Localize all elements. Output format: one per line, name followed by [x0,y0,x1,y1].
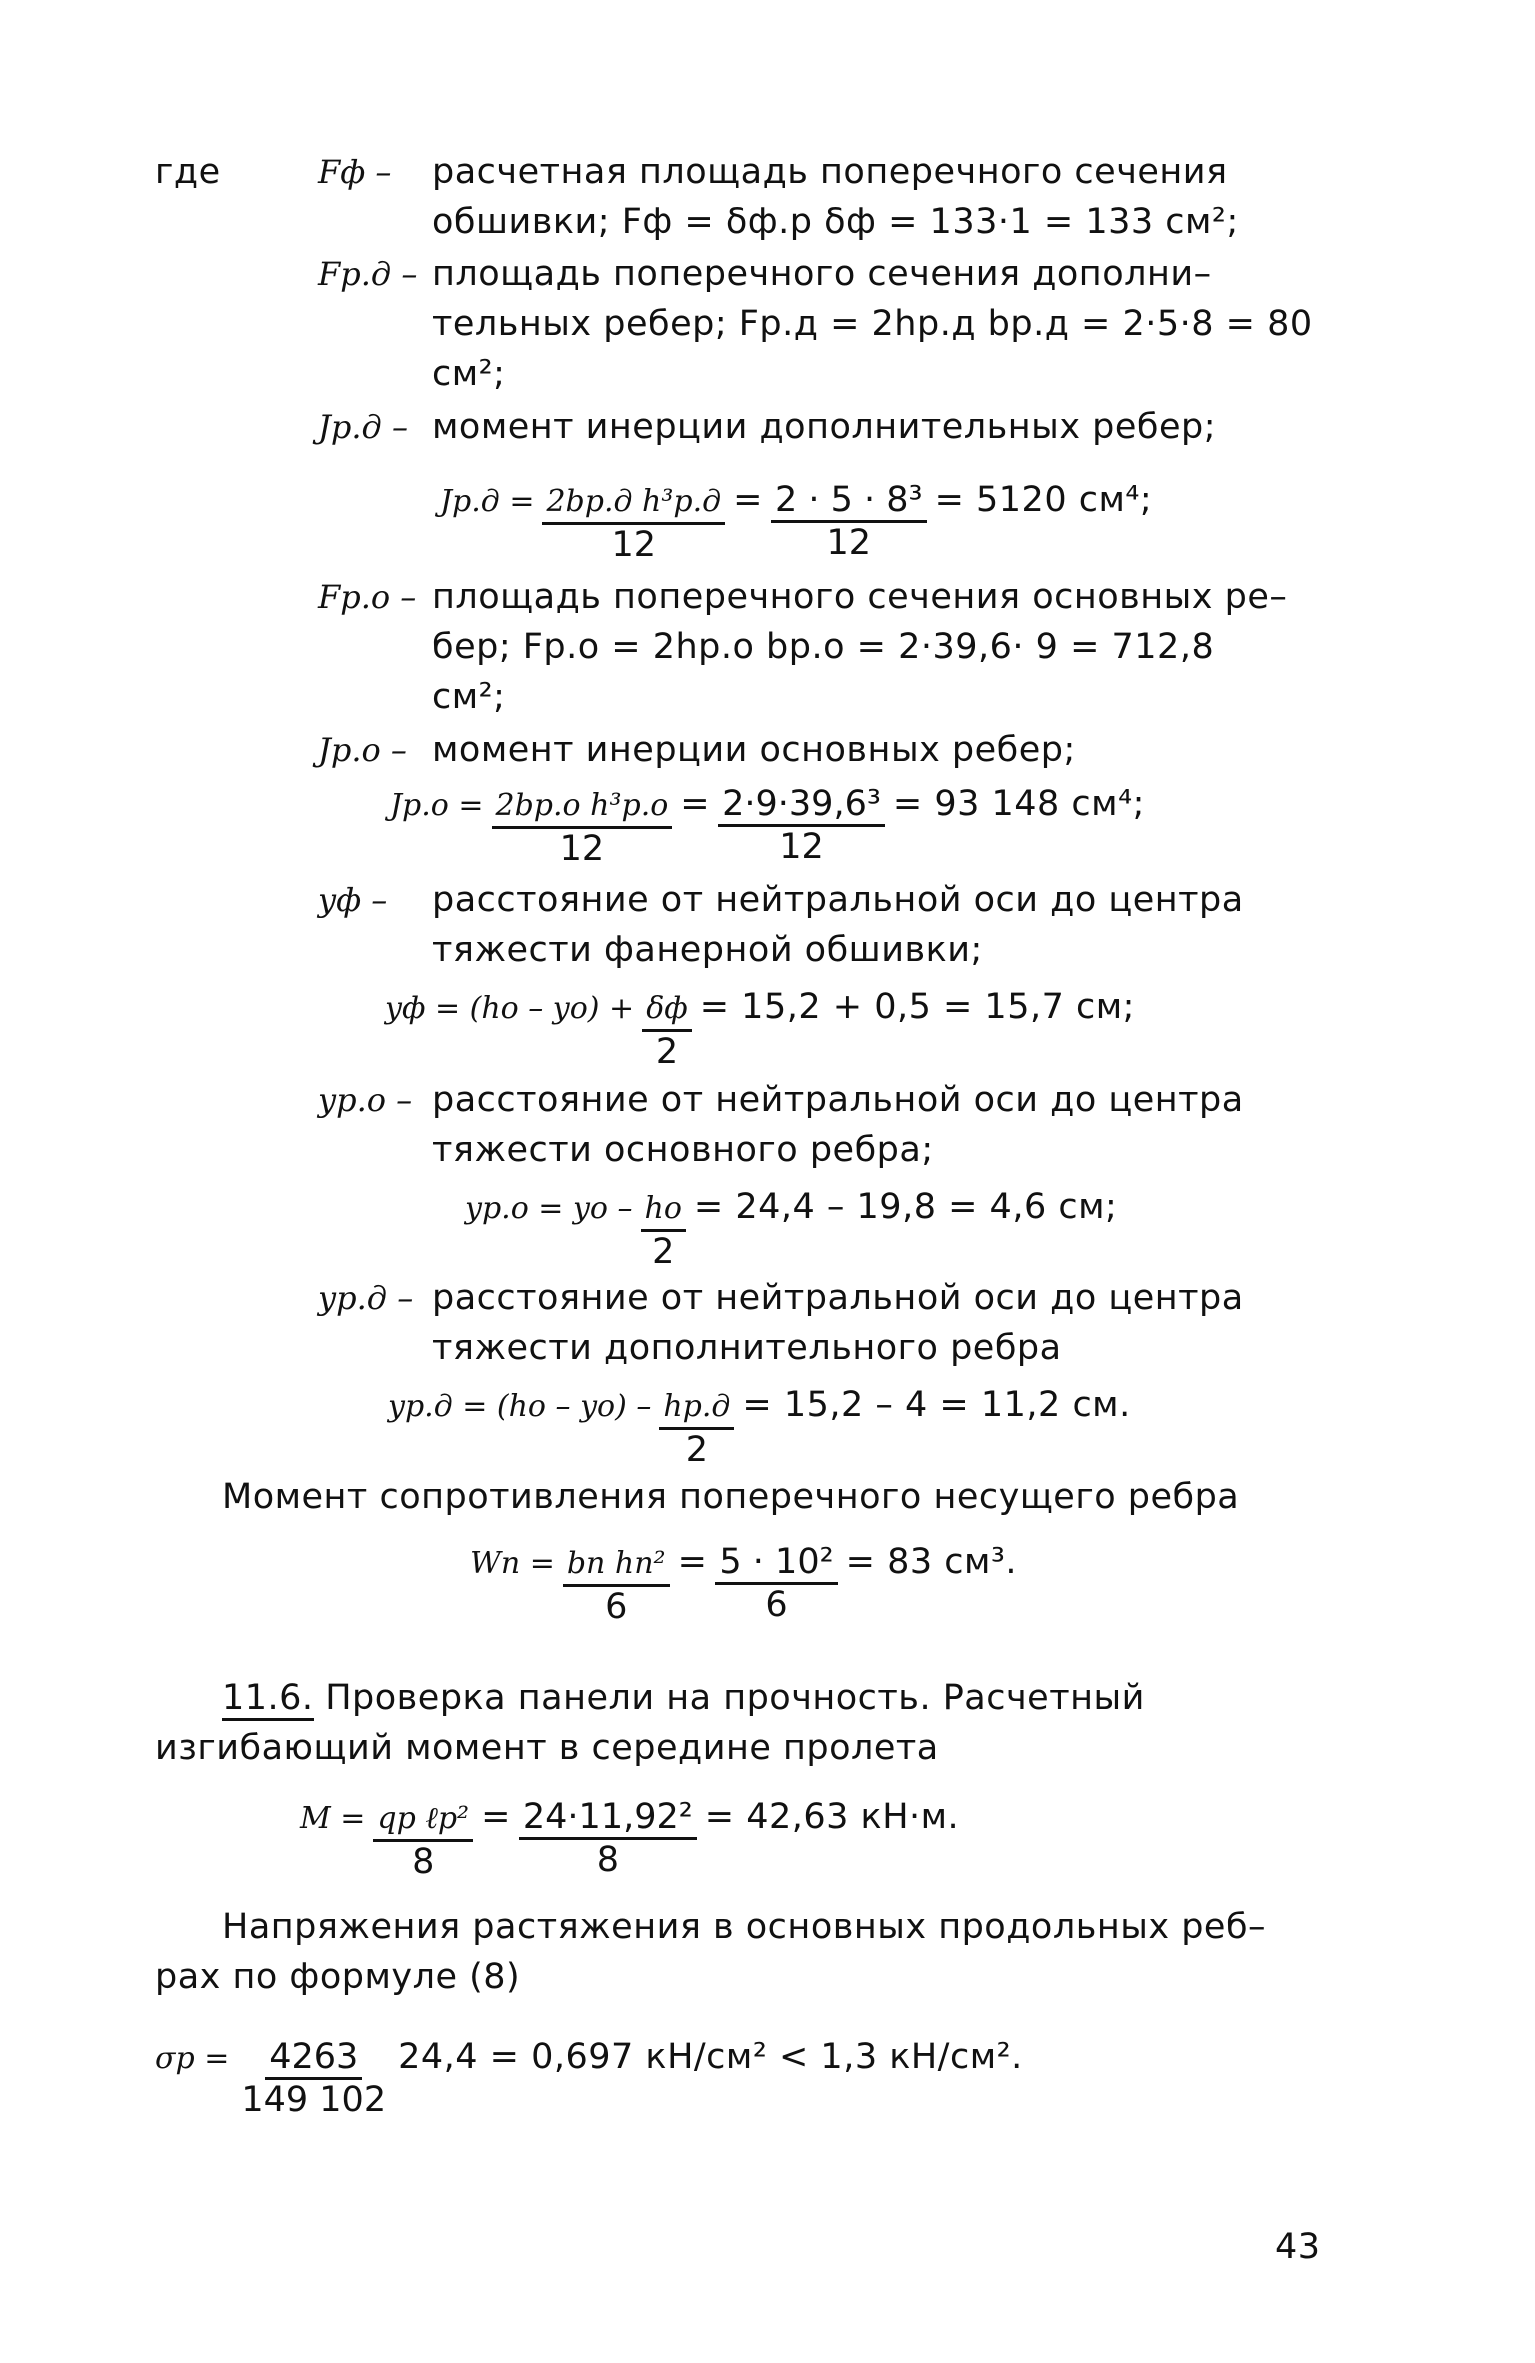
fraction [373,1799,473,1882]
formula-lhs: M = [300,1801,366,1836]
denominator: 12 [559,829,605,869]
symbol-f-ro: Fр.о – [318,578,417,616]
fraction [492,786,673,869]
numerator: qр ℓр² [373,1799,473,1842]
section-title: Проверка панели на прочность. Расчетный [325,1678,1145,1718]
formula-result: = 83 см³. [845,1542,1018,1582]
fraction [519,1797,697,1880]
numerator: 2bр.д h³р.д [542,482,725,525]
definition-text: расстояние от нейтральной оси до центра [432,880,1244,920]
fraction [563,1544,670,1627]
fraction [659,1387,734,1470]
formula-lhs: Jр.о = [390,788,484,823]
numerator: hр.д [659,1387,734,1430]
formula-result: = 15,2 – 4 = 11,2 см. [742,1385,1131,1425]
fraction [237,2037,390,2120]
formula-lhs: σр = [155,2041,230,2076]
formula-result: 24,4 = 0,697 кН/см² < 1,3 кН/см². [398,2037,1023,2077]
definition-text: см²; [432,677,506,717]
definition-text: обшивки; Fф = δф.р δф = 133·1 = 133 см²; [432,202,1239,242]
formula-j-rd [440,478,1152,565]
formula-m [300,1795,959,1882]
symbol-y-ro: yр.о – [318,1081,413,1119]
denominator: 8 [412,1842,435,1882]
numerator: 2bр.о h³р.о [492,786,673,829]
denominator: 8 [596,1840,619,1880]
definition-text: тяжести фанерной обшивки; [432,930,983,970]
where-word: где [155,152,221,192]
formula-result: = 93 148 см⁴; [892,784,1145,824]
formula-lhs: yр.д = (hо – yо) – [388,1389,652,1424]
denominator: 12 [611,525,657,565]
numerator: hо [641,1189,686,1232]
fraction [715,1542,837,1625]
numerator: 24·11,92² [519,1797,697,1840]
page-number: 43 [1275,2227,1321,2267]
formula-result: = 24,4 – 19,8 = 4,6 см; [693,1187,1118,1227]
denominator: 2 [655,1032,679,1072]
symbol-y-phi: yф – [318,881,388,919]
numerator: 5 · 10² [715,1542,837,1585]
formula-lhs: Jр.д = [440,484,535,519]
formula-w-n [470,1540,1017,1627]
symbol-f-phi: Fф – [318,153,392,191]
paragraph-text: рах по формуле (8) [155,1957,521,1997]
definition-text: тяжести дополнительного ребра [432,1328,1062,1368]
definition-text: площадь поперечного сечения дополни– [432,254,1212,294]
definition-text: тяжести основного ребра; [432,1130,934,1170]
formula-y-ro [465,1185,1117,1272]
definition-text: см²; [432,354,506,394]
denominator: 6 [765,1585,788,1625]
formula-sigma [155,2035,1023,2120]
section-heading [222,1676,1145,1720]
definition-text: тельных ребер; Fр.д = 2hр.д bр.д = 2·5·8 = 80 [432,304,1313,344]
formula-lhs: yф = (hо – yо) + [385,991,635,1026]
paragraph-text: Момент сопротивления поперечного несущего ребра [222,1477,1240,1517]
equals-sign: = [677,1542,708,1582]
numerator: δф [642,989,692,1032]
numerator: 4263 [265,2037,362,2080]
denominator: 2 [652,1232,675,1272]
fraction [771,480,927,563]
formula-result: = 15,2 + 0,5 = 15,7 см; [699,987,1135,1027]
definition-text: площадь поперечного сечения основных ре– [432,577,1288,617]
formula-y-rd [388,1383,1131,1470]
definition-text: момент инерции основных ребер; [432,730,1076,770]
section-number: 11.6. [222,1678,314,1721]
definition-text: расчетная площадь поперечного сечения [432,152,1228,192]
equals-sign: = [481,1797,511,1837]
paragraph-text: изгибающий момент в середине пролета [155,1728,939,1768]
equals-sign: = [733,480,763,520]
numerator: 2·9·39,6³ [718,784,885,827]
formula-y-phi [385,985,1135,1072]
denominator: 12 [826,523,872,563]
denominator: 12 [779,827,824,867]
symbol-j-ro: Jр.о – [318,731,407,769]
fraction [641,1189,686,1272]
denominator: 6 [605,1587,628,1627]
numerator: 2 · 5 · 8³ [771,480,927,523]
equals-sign: = [680,784,711,824]
formula-j-ro [390,782,1145,869]
denominator: 149 102 [241,2080,387,2120]
paragraph-text: Напряжения растяжения в основных продольных реб– [222,1907,1267,1947]
denominator: 2 [685,1430,708,1470]
fraction [718,784,885,867]
symbol-j-rd: Jр.д – [318,408,408,446]
definition-text: момент инерции дополнительных ребер; [432,407,1217,447]
formula-result: = 42,63 кН·м. [704,1797,960,1837]
formula-lhs: Wп = [470,1546,555,1581]
symbol-y-rd: yр.д – [318,1279,414,1317]
formula-lhs: yр.о = yо – [465,1191,633,1226]
symbol-f-rd: Fр.д – [318,255,418,293]
definition-text: расстояние от нейтральной оси до центра [432,1080,1244,1120]
fraction [542,482,725,565]
numerator: bп hп² [563,1544,670,1587]
formula-result: = 5120 см⁴; [934,480,1153,520]
definition-text: бер; Fр.о = 2hр.о bр.о = 2·39,6· 9 = 712,8 [432,627,1215,667]
definition-text: расстояние от нейтральной оси до центра [432,1278,1244,1318]
fraction [642,989,692,1072]
